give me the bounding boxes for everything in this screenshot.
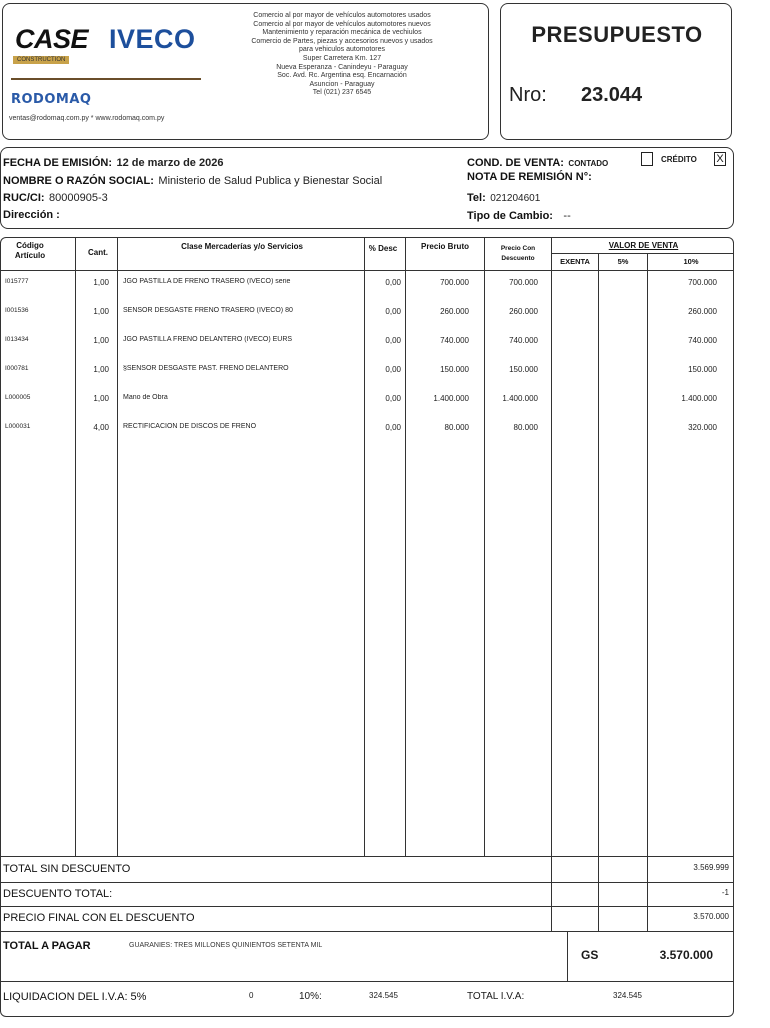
liquidacion-5-value: 0: [249, 991, 254, 1000]
info-line: Comercio al por mayor de vehículos automotores nuevos: [253, 20, 431, 28]
row-cell-bruto: 80.000: [444, 423, 469, 432]
client-info-box: [0, 147, 734, 229]
row-cell-clase: RECTIFICACION DE DISCOS DE FRENO: [123, 423, 257, 430]
row-cell-con-desc: 1.400.000: [502, 394, 538, 403]
row-cell-cant: 1,00: [93, 307, 109, 316]
tel-label: Tel:: [467, 192, 486, 204]
row-cell-desc: 0,00: [385, 365, 401, 374]
header-bottom-line: [1, 270, 733, 271]
total-a-pagar-label: TOTAL A PAGAR: [3, 940, 91, 952]
row-cell-cant: 1,00: [93, 365, 109, 374]
info-line: Comercio de Partes, piezas y accesorios nuevos y usados: [251, 37, 433, 45]
col-header-10: 10%: [683, 257, 699, 266]
info-line: Mantenimiento y reparación mecánica de vechiulos: [262, 29, 422, 37]
col-line: [364, 238, 365, 856]
col-header-cant: Cant.: [88, 248, 108, 257]
cond-venta-label: COND. DE VENTA:: [467, 157, 564, 169]
info-line: para vehiculos automotores: [299, 46, 385, 54]
col-line: [647, 253, 648, 931]
col-line: [598, 253, 599, 931]
total-a-pagar-value: 3.570.000: [659, 948, 713, 962]
valor-venta-line: [552, 253, 733, 254]
total-iva-value: 324.545: [613, 991, 642, 1000]
fecha-label: FECHA DE EMISIÓN:: [3, 157, 112, 169]
fecha-value: 12 de marzo de 2026: [116, 157, 224, 169]
cambio-label: Tipo de Cambio:: [467, 210, 553, 222]
company-contact: ventas@rodomaq.com.py * www.rodomaq.com.py: [9, 115, 165, 122]
row-cell-codigo: L000005: [5, 394, 31, 401]
row-cell-diez: 700.000: [688, 278, 717, 287]
fecha-row: [3, 153, 223, 171]
row-cell-codigo: I013434: [5, 336, 29, 343]
row-cell-diez: 320.000: [688, 423, 717, 432]
row-cell-diez: 740.000: [688, 336, 717, 345]
info-line: Comercio al por mayor de vehículos automotores usados: [253, 12, 431, 19]
row-cell-con-desc: 700.000: [509, 278, 538, 287]
info-line: Soc. Avd. Rc. Argentina esq. Encarnación: [277, 72, 407, 80]
row-cell-con-desc: 150.000: [509, 365, 538, 374]
row-cell-diez: 150.000: [688, 365, 717, 374]
case-logo-text: CASE: [15, 24, 89, 54]
row-cell-con-desc: 740.000: [509, 336, 538, 345]
col-line: [484, 238, 485, 856]
col-header-desc: % Desc: [368, 244, 398, 253]
contado-label: CONTADO: [568, 159, 609, 168]
row-cell-bruto: 150.000: [440, 365, 469, 374]
remision-label: NOTA DE REMISIÓN N°:: [467, 171, 592, 183]
totals-line: [1, 981, 733, 982]
credito-label: CRÉDITO: [661, 155, 697, 164]
descuento-total-value: -1: [721, 888, 729, 897]
row-cell-codigo: I000781: [5, 365, 29, 372]
tel-value: 021204601: [490, 193, 541, 204]
info-line: Super Carretera Km. 127: [302, 54, 382, 62]
total-sin-descuento-label: TOTAL SIN DESCUENTO: [3, 863, 131, 875]
row-cell-cant: 4,00: [93, 423, 109, 432]
precio-final-label: PRECIO FINAL CON EL DESCUENTO: [3, 912, 195, 924]
contado-checkbox[interactable]: [641, 152, 653, 166]
row-cell-codigo: L000031: [5, 423, 31, 430]
total-sin-descuento-value: 3.569.999: [693, 863, 729, 872]
col-header-con-desc: Precio Con Descuento: [500, 245, 536, 262]
cambio-row: [467, 206, 571, 224]
row-cell-con-desc: 260.000: [509, 307, 538, 316]
liquidacion-10-label: 10%:: [299, 991, 322, 1002]
totals-line: [1, 906, 733, 907]
items-table: [0, 237, 734, 1017]
iveco-logo: IVECO: [109, 24, 196, 54]
ruc-row: [3, 188, 108, 206]
row-cell-diez: 260.000: [688, 307, 717, 316]
row-cell-cant: 1,00: [93, 278, 109, 287]
totals-line: [1, 931, 733, 932]
rodomaq-logo: RODOMAQ: [11, 92, 92, 107]
row-cell-desc: 0,00: [385, 423, 401, 432]
nombre-label: NOMBRE O RAZÓN SOCIAL:: [3, 175, 154, 187]
col-header-codigo: Código Artículo: [14, 241, 46, 260]
totals-line: [1, 882, 733, 883]
total-en-letras: GUARANIES: TRES MILLONES QUINIENTOS SETENTA MIL: [129, 942, 323, 949]
liquidacion-10-value: 324.545: [369, 991, 398, 1000]
totals-top-line: [1, 856, 733, 857]
direccion-label: Dirección :: [3, 209, 60, 221]
info-line: Tel (021) 237 6545: [312, 89, 372, 97]
precio-final-value: 3.570.000: [693, 912, 729, 921]
nombre-value: Ministerio de Salud Publica y Bienestar Social: [158, 175, 383, 187]
row-cell-clase: Mano de Obra: [123, 394, 168, 401]
col-header-5: 5%: [617, 257, 629, 266]
row-cell-desc: 0,00: [385, 336, 401, 345]
row-cell-desc: 0,00: [385, 278, 401, 287]
row-cell-codigo: I015777: [5, 278, 29, 285]
col-header-bruto: Precio Bruto: [420, 242, 469, 251]
cambio-value: --: [563, 210, 571, 222]
moneda-label: GS: [581, 948, 599, 962]
row-cell-bruto: 740.000: [440, 336, 469, 345]
col-line: [75, 238, 76, 856]
row-cell-diez: 1.400.000: [681, 394, 717, 403]
tel-row: [467, 188, 540, 206]
row-cell-cant: 1,00: [93, 394, 109, 403]
row-cell-cant: 1,00: [93, 336, 109, 345]
row-cell-bruto: 1.400.000: [433, 394, 469, 403]
document-number-label: Nro:: [509, 84, 547, 106]
col-header-exenta: EXENTA: [560, 257, 590, 266]
company-header-box: [2, 3, 489, 140]
row-cell-clase: SENSOR DESGASTE FRENO TRASERO (IVECO) 80: [123, 307, 293, 314]
logo-divider: [11, 78, 201, 80]
info-line: Nueva Esperanza - Canindeyu - Paraguay: [276, 63, 408, 71]
info-line: Asuncion - Paraguay: [309, 80, 375, 88]
row-cell-clase: JGO PASTILLA DE FRENO TRASERO (IVECO) serie: [123, 278, 291, 285]
company-info: [213, 12, 471, 98]
row-cell-desc: 0,00: [385, 307, 401, 316]
descuento-total-label: DESCUENTO TOTAL:: [3, 888, 113, 900]
total-iva-label: TOTAL I.V.A:: [467, 991, 525, 1002]
row-cell-bruto: 260.000: [440, 307, 469, 316]
liquidacion-iva-label: LIQUIDACION DEL I.V.A: 5%: [3, 991, 147, 1003]
credito-checkbox[interactable]: X: [714, 152, 726, 166]
row-cell-con-desc: 80.000: [513, 423, 538, 432]
nombre-row: [3, 171, 382, 189]
document-number: 23.044: [581, 84, 643, 106]
row-cell-codigo: I001536: [5, 307, 29, 314]
row-cell-clase: JGO PASTILLA FRENO DELANTERO (IVECO) EURS: [123, 336, 293, 343]
case-logo: [15, 24, 88, 55]
case-construction-tag: CONSTRUCTION: [13, 56, 69, 64]
col-line: [551, 238, 552, 931]
document-number-box: [500, 3, 732, 140]
col-header-valor-venta: VALOR DE VENTA: [608, 241, 679, 250]
total-box-left: [567, 931, 568, 981]
ruc-label: RUC/CI:: [3, 192, 45, 204]
col-line: [117, 238, 118, 856]
ruc-value: 80000905-3: [49, 192, 108, 204]
col-line: [405, 238, 406, 856]
row-cell-bruto: 700.000: [440, 278, 469, 287]
row-cell-desc: 0,00: [385, 394, 401, 403]
document-title: PRESUPUESTO: [531, 22, 703, 47]
col-header-clase: Clase Mercaderías y/o Servicios: [181, 242, 303, 251]
cond-venta-row: [467, 153, 608, 171]
row-cell-clase: §SENSOR DESGASTE PAST. FRENO DELANTERO: [123, 365, 289, 372]
